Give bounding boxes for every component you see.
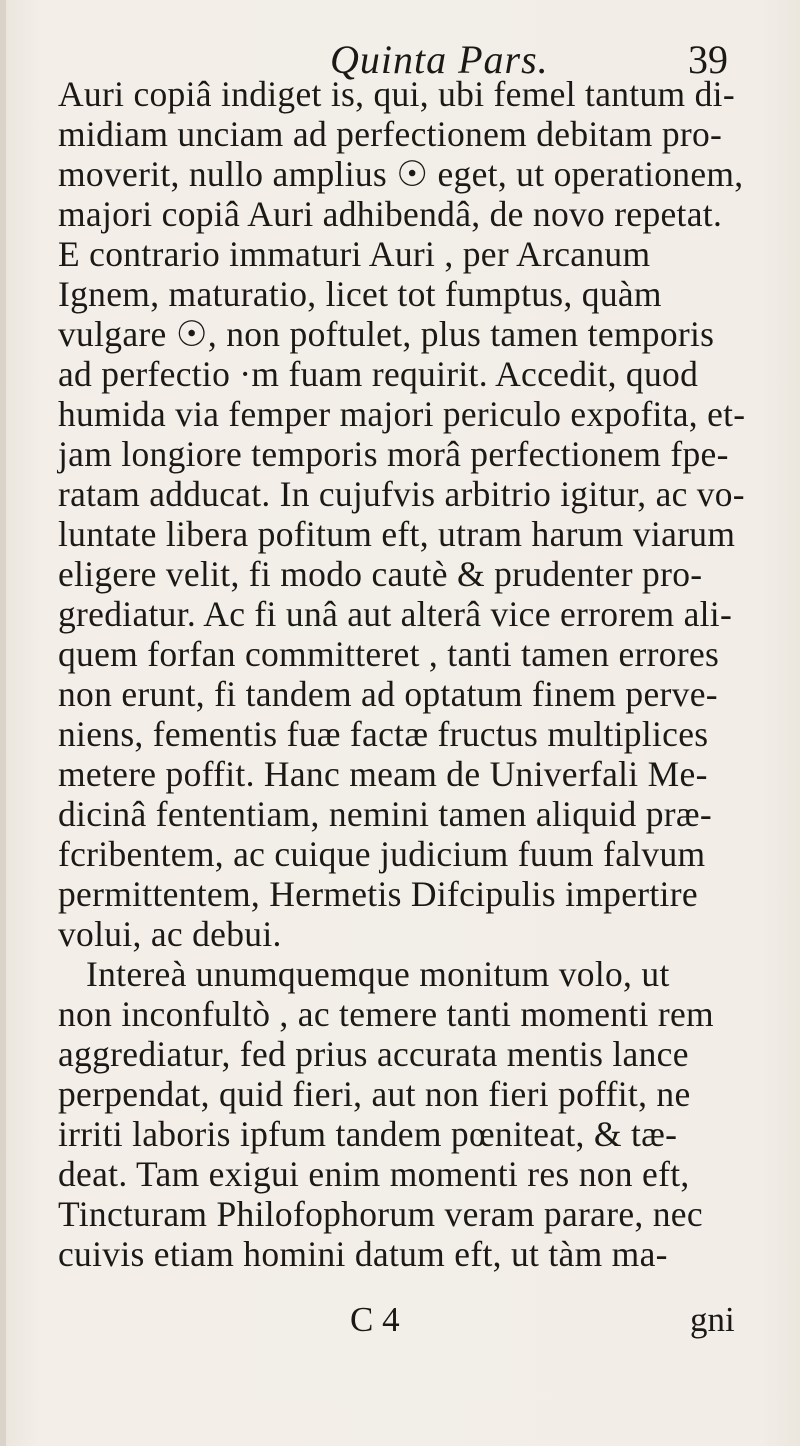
text-line: grediatur. Ac fi unâ aut alterâ vice errorem ali- [58,594,733,634]
text-line: permittentem, Hermetis Difcipulis impertire [58,874,698,914]
text-line: Intereà unumquemque monitum volo, ut [86,954,670,994]
text-line: niens, fementis fuæ factæ fructus multiplices [58,714,709,754]
text-line: non erunt, fi tandem ad optatum finem perve- [58,674,718,714]
text-line: midiam unciam ad perfectionem debitam pro- [58,114,723,154]
text-line: Auri copiâ indiget is, qui, ubi femel tantum di- [58,74,735,114]
text-line: dicinâ fententiam, nemini tamen aliquid præ- [58,794,712,834]
text-line: non inconfultò , ac temere tanti momenti rem [58,994,714,1034]
page-gutter-shadow [0,0,6,1446]
page-number: 39 [688,37,728,82]
text-line: Tincturam Philofophorum veram parare, nec [58,1194,703,1234]
text-line: irriti laboris ipfum tandem pœniteat, & tæ- [58,1114,678,1154]
catchword: gni [690,1300,735,1339]
text-line: ratam adducat. In cujufvis arbitrio igitur, ac vo- [58,474,745,514]
text-line: moverit, nullo amplius ☉ eget, ut operationem, [58,154,744,194]
text-line: eligere velit, fi modo cautè & prudenter pro- [58,554,703,594]
text-line: vulgare ☉, non poftulet, plus tamen temporis [58,314,715,354]
text-line: majori copiâ Auri adhibendâ, de novo repetat. [58,194,723,234]
text-line: volui, ac debui. [58,914,282,954]
signature-mark: C 4 [350,1300,400,1339]
text-line: deat. Tam exigui enim momenti res non eft, [58,1154,690,1194]
text-line: aggrediatur, fed prius accurata mentis lance [58,1034,689,1074]
text-line: ad perfectio ·m fuam requirit. Accedit, quod [58,354,699,394]
page-footer [0,1300,800,1350]
text-line: Ignem, maturatio, licet tot fumptus, quàm [58,274,662,314]
text-line: cuivis etiam homini datum eft, ut tàm ma- [58,1234,668,1274]
text-line: quem forfan committeret , tanti tamen errores [58,634,720,674]
text-line: luntate libera pofitum eft, utram harum viarum [58,514,736,554]
text-line: fcribentem, ac cuique judicium fuum falvum [58,834,706,874]
text-line: E contrario immaturi Auri , per Arcanum [58,234,651,274]
text-line: humida via femper majori periculo expofita, et- [58,394,746,434]
text-line: jam longiore temporis morâ perfectionem fpe- [58,434,729,474]
text-line: perpendat, quid fieri, aut non fieri poffit, ne [58,1074,691,1114]
text-line: metere poffit. Hanc meam de Univerfali Me- [58,754,708,794]
running-head: Quinta Pars. [330,37,549,82]
